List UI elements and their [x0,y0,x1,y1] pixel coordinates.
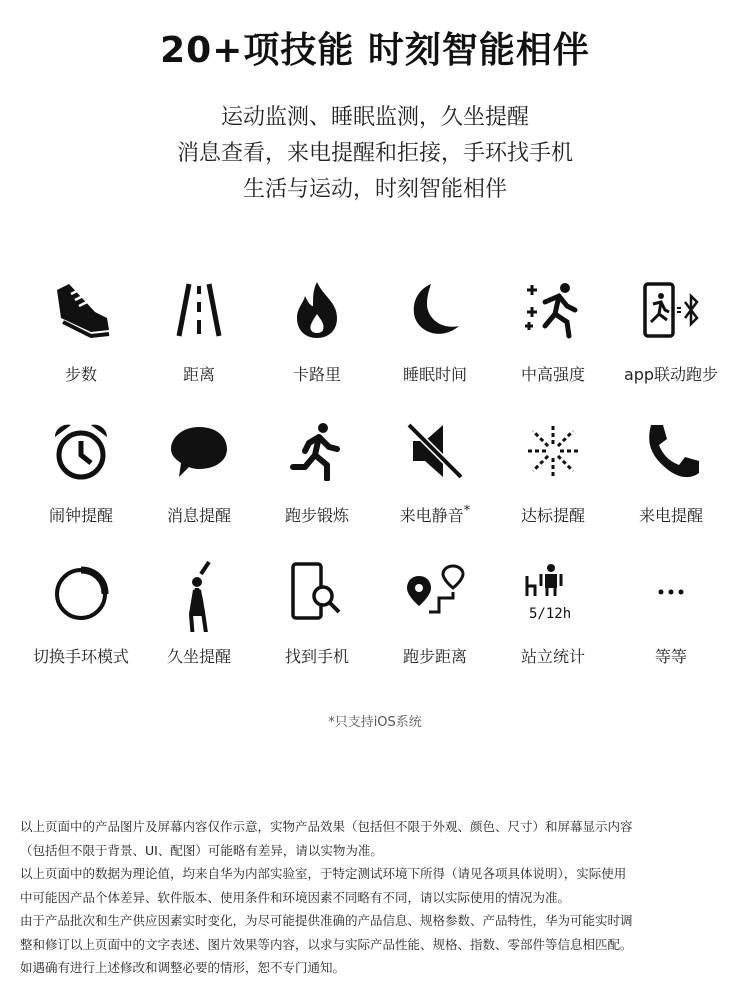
standing-stats-icon [523,562,583,622]
feature-grid [22,280,728,703]
alarm-clock-icon [51,421,111,481]
feature-item-intensity [494,280,612,421]
feature-row [22,421,728,562]
feature-item-alarm [22,421,140,562]
disclaimer-line: 以上页面中的产品图片及屏幕内容仅作示意，实物产品效果（包括但不限于外观、颜色、尺寸）和屏幕显示内容 [20,819,633,834]
runner-icon [287,421,347,481]
standing-readout: 5/12h [529,606,572,622]
road-icon [169,280,229,340]
feature-item-sleep [376,280,494,421]
ellipsis-icon [641,562,701,622]
feature-item-running [258,421,376,562]
feature-item-distance [140,280,258,421]
disclaimer-line: 以上页面中的数据为理论值，均来自华为内部实验室，于特定测试环境下所得（请见各项具体说明），实际使用 [20,866,627,881]
feature-row [22,562,728,703]
moon-icon [405,280,465,340]
subtitle-line-1: 运动监测、睡眠监测，久坐提醒 [220,105,529,130]
feature-item-more [612,562,730,703]
page-title: 20+项技能 时刻智能相伴 [160,30,590,71]
feature-label: 达标提醒 [520,506,585,525]
feature-item-calories [258,280,376,421]
feature-item-message [140,421,258,562]
feature-label: 步数 [64,365,97,384]
ios-only-note: *只支持iOS系统 [328,715,422,730]
feature-item-standing [494,562,612,703]
disclaimer-line: 由于产品批次和生产供应因素实时变化，为尽可能提供准确的产品信息、规格参数、产品特性，华为可能实时调 [20,913,633,928]
phone-search-icon [287,562,347,622]
disclaimer-line: 中可能因产品个体差异、软件版本、使用条件和环境因素不同略有不同，请以实际使用的情况为准。 [20,889,571,905]
phone-bluetooth-icon [641,280,701,340]
feature-item-call-mute [376,421,494,562]
feature-label: app联动跑步 [623,365,719,384]
phone-handset-icon [641,421,701,481]
subtitle-line-2: 消息查看，来电提醒和拒接，手环找手机 [176,141,573,166]
feature-item-mode [22,562,140,703]
feature-label: 距离 [182,365,215,384]
feature-row [22,280,728,421]
feature-item-steps [22,280,140,421]
asterisk-mark: * [463,503,471,519]
feature-label: 睡眠时间 [402,365,467,384]
stretching-person-icon [169,548,229,632]
feature-label: 消息提醒 [166,506,231,525]
feature-label: 来电提醒 [638,506,703,525]
disclaimer-line: 如遇确有进行上述修改和调整必要的情形，恕不专门通知。 [20,960,346,975]
feature-label: 等等 [654,647,687,666]
feature-item-sedentary [140,562,258,703]
feature-label: 闹钟提醒 [48,506,113,525]
feature-item-call [612,421,730,562]
speech-bubble-icon [169,421,229,481]
route-pin-icon [405,562,465,622]
feature-label: 中高强度 [520,365,585,384]
fireworks-icon [523,421,583,481]
feature-label-text: 来电静音 [399,506,464,525]
feature-item-run-distance [376,562,494,703]
runner-sparkle-icon [523,280,583,340]
muted-speaker-icon [405,421,465,481]
feature-item-app-run [612,280,730,421]
feature-label: 跑步距离 [402,647,467,666]
ring-icon [51,562,111,622]
feature-label: 跑步锻炼 [284,506,349,525]
disclaimer-line: （包括但不限于背景、UI、配图）可能略有差异，请以实物为准。 [20,842,383,858]
feature-label: 切换手环模式 [32,647,129,666]
feature-label: 久坐提醒 [166,647,231,666]
feature-label: 卡路里 [292,365,341,384]
subtitle-line-3: 生活与运动，时刻智能相伴 [242,177,507,202]
disclaimer [20,815,732,980]
feature-item-goal [494,421,612,562]
feature-label: 站立统计 [520,647,585,666]
disclaimer-line: 整和修订以上页面中的文字表述、图片效果等内容，以求与实际产品性能、规格、指数、零部件等信息相匹配。 [20,936,633,952]
flame-icon [287,280,347,340]
feature-label: 找到手机 [284,647,349,666]
running-shoe-icon [51,280,111,340]
feature-item-find-phone [258,562,376,703]
